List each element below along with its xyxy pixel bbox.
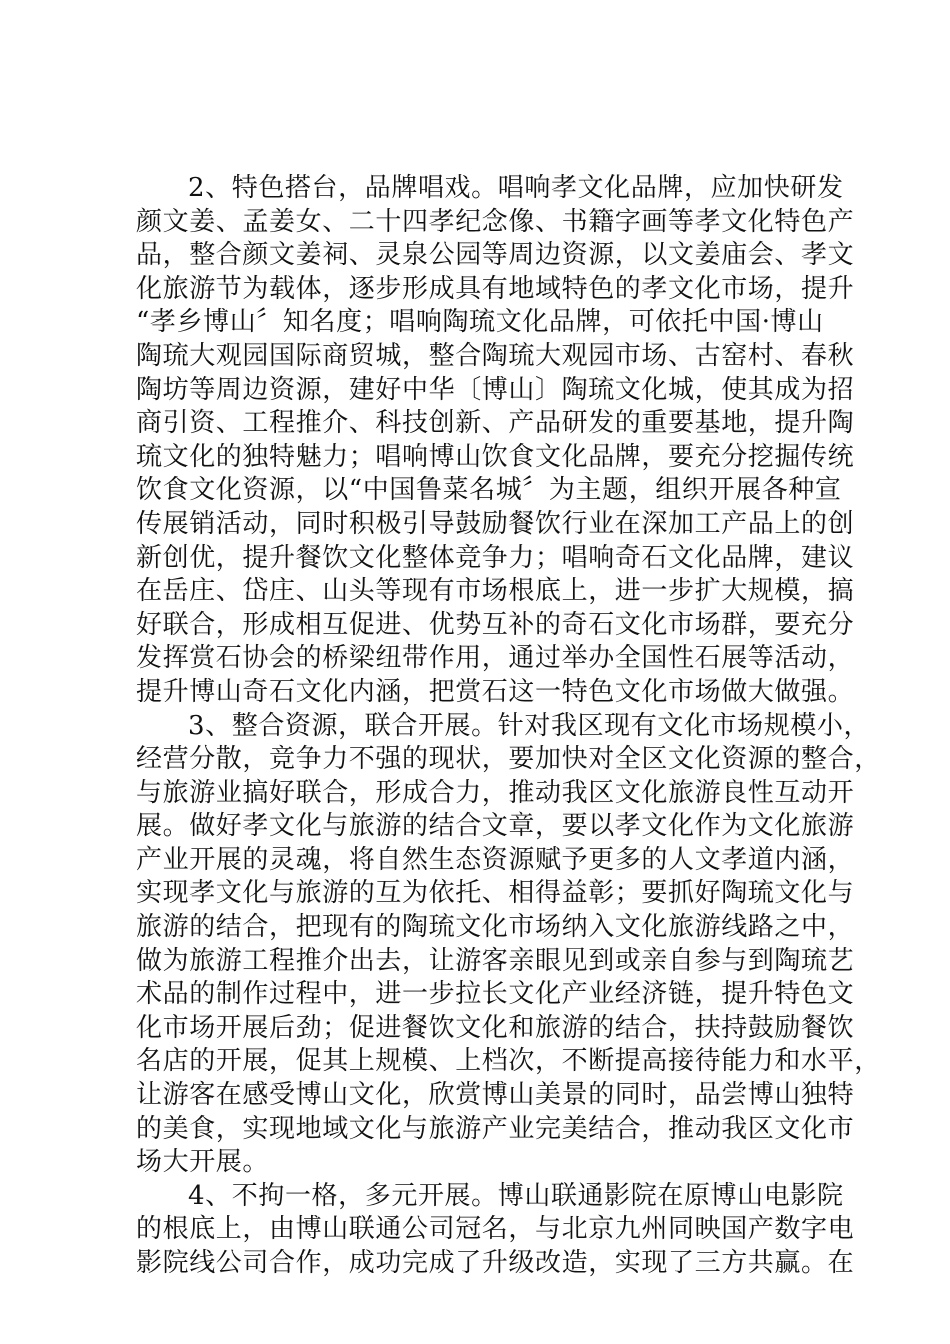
text-line: 术品的制作过程中，进一步拉长文化产业经济链，提升特色文 [136,979,855,1010]
text-line: 展。做好孝文化与旅游的结合文章，要以孝文化作为文化旅游 [136,811,855,842]
text-line: 在岳庄、岱庄、山头等现有市场根底上，进一步扩大规模，搞 [136,576,855,607]
text-line: 陶坊等周边资源，建好中华〔博山〕陶琉文化城，使其成为招 [136,374,855,405]
text-line: 好联合，形成相互促进、优势互补的奇石文化市场群，要充分 [136,609,855,640]
text-line: 品，整合颜文姜祠、灵泉公园等周边资源，以文姜庙会、孝文 [136,240,855,271]
text-line: 传展销活动，同时积极引导鼓励餐饮行业在深加工产品上的创 [136,508,855,539]
text-line: 的根底上，由博山联通公司冠名，与北京九州同映国产数字电 [136,1214,855,1245]
paragraph-first-line: 4、不拘一格，多元开展。博山联通影院在原博山电影院 [188,1180,844,1211]
paragraph-first-line: 3、整合资源，联合开展。针对我区现有文化市场规模小， [188,710,871,741]
text-line: 做为旅游工程推介出去，让游客亲眼见到或亲自参与到陶琉艺 [136,945,855,976]
text-line: 旅游的结合，把现有的陶琉文化市场纳入文化旅游线路之中， [136,912,855,943]
body-text [136,172,881,1281]
text-line: 化市场开展后劲；促进餐饮文化和旅游的结合，扶持鼓励餐饮 [136,1012,855,1043]
text-line: 产业开展的灵魂，将自然生态资源赋予更多的人文孝道内涵， [136,844,855,875]
text-line: 名店的开展，促其上规模、上档次，不断提高接待能力和水平， [136,1046,881,1077]
text-line: 发挥赏石协会的桥梁纽带作用，通过举办全国性石展等活动， [136,643,855,674]
text-line: 让游客在感受博山文化，欣赏博山美景的同时，品尝博山独特 [136,1080,855,1111]
paragraph-first-line: 2、特色搭台，品牌唱戏。唱响孝文化品牌，应加快研发 [188,173,844,203]
text-line: 实现孝文化与旅游的互为依托、相得益彰；要抓好陶琉文化与 [136,878,855,909]
text-line: 颜文姜、孟姜女、二十四孝纪念像、书籍字画等孝文化特色产 [136,206,855,237]
text-line: 饮食文化资源，以“中国鲁菜名城〞为主题，组织开展各种宣 [136,475,842,506]
text-line: 经营分散，竞争力不强的现状，要加快对全区文化资源的整合， [136,744,881,775]
text-line: 新创优，提升餐饮文化整体竞争力；唱响奇石文化品牌，建议 [136,542,855,573]
text-line: 影院线公司合作，成功完成了升级改造，实现了三方共赢。在 [136,1248,855,1278]
text-line: 陶琉大观园国际商贸城，整合陶琉大观园市场、古窑村、春秋 [136,340,855,371]
text-line: 提升博山奇石文化内涵，把赏石这一特色文化市场做大做强。 [136,676,855,707]
text-line: 场大开展。 [136,1147,270,1178]
text-line: “孝乡博山〞知名度；唱响陶琉文化品牌，可依托中国·博山 [136,307,824,338]
text-line: 化旅游节为载体，逐步形成具有地域特色的孝文化市场，提升 [136,273,855,304]
text-line: 的美食，实现地域文化与旅游产业完美结合，推动我区文化市 [136,1113,855,1144]
text-line: 与旅游业搞好联合，形成合力，推动我区文化旅游良性互动开 [136,777,855,808]
text-line: 琉文化的独特魅力；唱响博山饮食文化品牌，要充分挖掘传统 [136,441,855,472]
text-line: 商引资、工程推介、科技创新、产品研发的重要基地，提升陶 [136,408,855,439]
